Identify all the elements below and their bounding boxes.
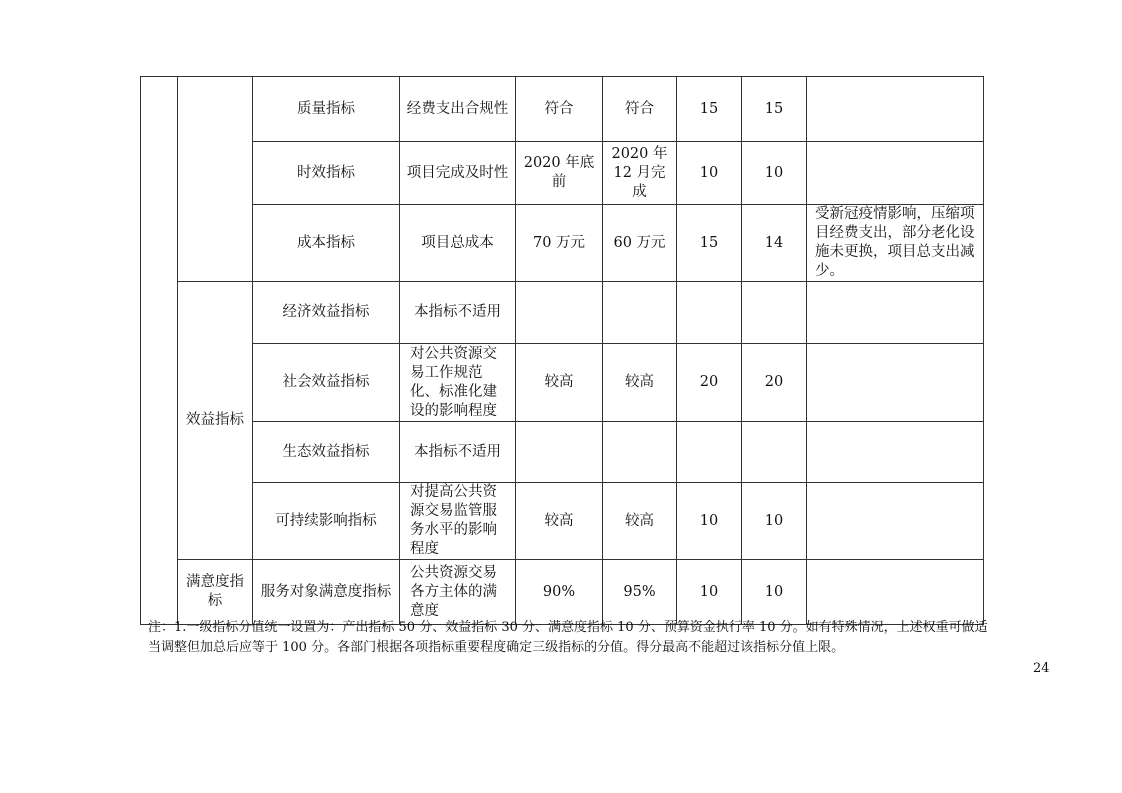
indicator-name-cell: 项目总成本: [400, 205, 516, 282]
score-cell: 10: [742, 560, 807, 625]
score-cell: 15: [742, 77, 807, 142]
indicator-name-cell: 本指标不适用: [400, 282, 516, 344]
actual-value-cell: 符合: [603, 77, 677, 142]
table-row: [141, 422, 984, 483]
table-row: [141, 77, 984, 142]
weight-cell: 20: [677, 344, 742, 422]
target-value-cell: 70 万元: [516, 205, 603, 282]
table-row: [141, 205, 984, 282]
tier3-indicator-cell: 质量指标: [253, 77, 400, 142]
tier3-indicator-cell: 经济效益指标: [253, 282, 400, 344]
tier3-indicator-cell: 可持续影响指标: [253, 483, 400, 560]
weight-cell: 10: [677, 142, 742, 205]
target-value-cell: [516, 422, 603, 483]
tier2-indicator-cell: [178, 77, 253, 282]
tier2-indicator-cell: 满意度指标: [178, 560, 253, 625]
indicator-name-cell: 对公共资源交易工作规范化、标准化建设的影响程度: [400, 344, 516, 422]
indicator-name-cell: 本指标不适用: [400, 422, 516, 483]
indicator-name-cell: 项目完成及时性: [400, 142, 516, 205]
weight-cell: 15: [677, 77, 742, 142]
tier3-indicator-cell: 成本指标: [253, 205, 400, 282]
tier2-indicator-cell: 效益指标: [178, 282, 253, 560]
table-row: [141, 344, 984, 422]
score-cell: 14: [742, 205, 807, 282]
table-row: [141, 560, 984, 625]
tier3-indicator-cell: 生态效益指标: [253, 422, 400, 483]
footnote: 注：1.一级指标分值统一设置为：产出指标 50 分、效益指标 30 分、满意度指标 10 分、预算资金执行率 10 分。如有特殊情况，上述权重可做适当调整但加总后应等于 100 分。各部门根据各项指标重要程度确定三级指标的分值。得分最高不能超过该指标分值上限。: [148, 620, 988, 655]
actual-value-cell: 2020 年 12 月完成: [603, 142, 677, 205]
actual-value-cell: 较高: [603, 344, 677, 422]
actual-value-cell: 60 万元: [603, 205, 677, 282]
remark-cell: [807, 282, 984, 344]
remark-cell: [807, 142, 984, 205]
target-value-cell: 较高: [516, 483, 603, 560]
remark-cell: [807, 344, 984, 422]
target-value-cell: 2020 年底前: [516, 142, 603, 205]
target-value-cell: 符合: [516, 77, 603, 142]
actual-value-cell: [603, 422, 677, 483]
target-value-cell: 90%: [516, 560, 603, 625]
table-row: [141, 282, 984, 344]
target-value-cell: 较高: [516, 344, 603, 422]
performance-indicator-table: [140, 76, 984, 625]
score-cell: [742, 422, 807, 483]
score-cell: 10: [742, 483, 807, 560]
indicator-name-cell: 经费支出合规性: [400, 77, 516, 142]
remark-cell: [807, 422, 984, 483]
remark-cell: 受新冠疫情影响，压缩项目经费支出，部分老化设施未更换，项目总支出减少。: [807, 205, 984, 282]
weight-cell: [677, 282, 742, 344]
actual-value-cell: 较高: [603, 483, 677, 560]
weight-cell: 15: [677, 205, 742, 282]
table-row: [141, 483, 984, 560]
tier3-indicator-cell: 时效指标: [253, 142, 400, 205]
weight-cell: [677, 422, 742, 483]
score-cell: [742, 282, 807, 344]
indicator-name-cell: 对提高公共资源交易监管服务水平的影响程度: [400, 483, 516, 560]
actual-value-cell: 95%: [603, 560, 677, 625]
tier3-indicator-cell: 社会效益指标: [253, 344, 400, 422]
page-number: 24: [1033, 661, 1050, 676]
remark-cell: [807, 560, 984, 625]
indicator-name-cell: 公共资源交易各方主体的满意度: [400, 560, 516, 625]
score-cell: 20: [742, 344, 807, 422]
tier3-indicator-cell: 服务对象满意度指标: [253, 560, 400, 625]
target-value-cell: [516, 282, 603, 344]
actual-value-cell: [603, 282, 677, 344]
score-cell: 10: [742, 142, 807, 205]
table-row: [141, 142, 984, 205]
weight-cell: 10: [677, 560, 742, 625]
remark-cell: [807, 77, 984, 142]
tier1-indicator-cell: [141, 77, 178, 625]
remark-cell: [807, 483, 984, 560]
weight-cell: 10: [677, 483, 742, 560]
